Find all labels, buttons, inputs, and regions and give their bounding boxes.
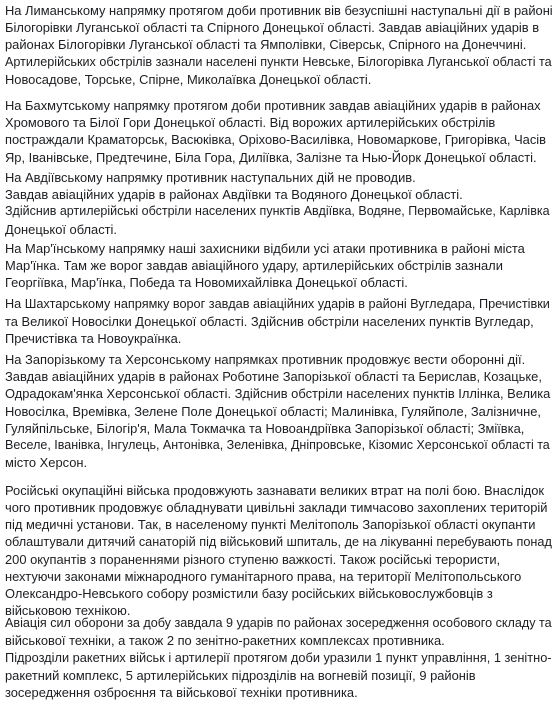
text-line: Російські окупаційні війська продовжують зазнавати великих втрат на полі бою. Внаслідок (5, 483, 545, 498)
text-line: військової техніки, а також 2 по зенітно-ракетних комплексах противника. (5, 633, 445, 649)
text-line: Гуляйпільське, Білогір'я, Мала Токмачка та Новоандріївка Запорізької області; Зміївка, (5, 420, 525, 436)
text-line: Одрадокам'янка Херсонської області. Здійснив обстріли населених пунктів Іллінка, Велика (5, 386, 551, 402)
paragraph-avdiivka (5, 169, 553, 238)
paragraph-aviation-artillery (5, 615, 553, 701)
text-line: облаштували дитячий санаторій під військовий шпиталь, де на лікуванні перебувають понад (5, 534, 552, 549)
text-line: На Запорізькому та Херсонському напрямках противник продовжує вести оборонні дії. (5, 352, 526, 367)
paragraph-marinka (5, 240, 553, 292)
text-line: Новосадове, Торське, Спірне, Миколаївка Донецької області. (5, 71, 372, 87)
text-line: На Лиманському напрямку протягом доби противник вів безуспішні наступальні дії в районі (5, 3, 553, 18)
text-line: На Авдіївському напрямку противник наступальних дій не проводив. (5, 170, 416, 185)
text-line: місто Херсон. (5, 455, 88, 471)
text-line: чого противник продовжує обладнувати цивільні заклади тимчасово захоплених територій (5, 500, 548, 516)
text-line: постраждали Краматорськ, Васюківка, Оріхово-Василівка, Новомаркове, Григорівка, Часів (5, 132, 547, 148)
text-line: На Бахмутському напрямку протягом доби противник завдав авіаційних ударів в районах (5, 98, 541, 113)
text-line: Білогорівки Луганської області та Спірного Донецької області. Завдав авіаційних ударів в (5, 20, 540, 36)
paragraph-lyman (5, 2, 553, 88)
text-line: 200 окупантів з пораненнями різного ступеню важкості. Також російські терористи, (5, 551, 501, 567)
text-line: Олександро-Невського собору розмістили базу російських військовослужбовців з (5, 586, 493, 602)
paragraph-zaporizhzhia-kherson (5, 351, 553, 471)
text-line: Артилерійських обстрілів зазнали населені пункти Невське, Білогорівка Луганської області та (5, 54, 552, 69)
text-line: На Мар'їнському напрямку наші захисники відбили усі атаки противника в районі міста (5, 241, 525, 256)
text-line: Мар'їнка. Там же ворог завдав авіаційного удару, артилерійських обстрілів зазнали (5, 258, 503, 274)
text-line: Підрозділи ракетних військ і артилерії протягом доби уразили 1 пункт управління, 1 зенітно- (5, 650, 552, 666)
text-line: Новосілка, Времівка, Зелене Поле Донецької області; Малинівка, Гуляйполе, Залізничне, (5, 403, 542, 419)
paragraph-losses (5, 482, 553, 620)
text-line: Донецької області. (5, 221, 118, 237)
text-line: нехтуючи законами міжнародного гуманітарного права, на території Мелітопольського (5, 568, 522, 584)
text-line: ракетний комплекс, 5 артилерійських підрозділів на вогневій позиції, 9 районів (5, 667, 476, 683)
text-line: Здійснив артилерійські обстріли населених пунктів Авдіївка, Водяне, Первомайське, Карлівка (5, 204, 550, 219)
text-line: Веселе, Іванівка, Інгулець, Антонівка, Зеленівка, Дніпровське, Кізомис Херсонської області та (5, 437, 550, 452)
paragraph-bakhmut (5, 97, 553, 166)
text-line: Завдав авіаційних ударів в районах Авдіївки та Водяного Донецької області. (5, 187, 463, 203)
text-line: Хромового та Білої Гори Донецької області. Від ворожих артилерійських обстрілів (5, 115, 496, 131)
text-line: під медичні установи. Так, в населеному пункті Мелітополь Запорізької області окупанти (5, 517, 536, 533)
text-line: районах Білогорівки Луганської області та Ямполівки, Сіверськ, Спірного на Донеччині. (5, 37, 527, 53)
text-line: Пречистівка та Новоукраїнка. (5, 331, 182, 347)
text-line: Авіація сил оборони за добу завдала 9 ударів по районах зосередження особового складу та (5, 616, 552, 630)
text-line: військовою технікою. (5, 603, 131, 619)
text-line: На Шахтарському напрямку ворог завдав авіаційних ударів в районі Вугледара, Пречистівки (5, 297, 550, 311)
text-line: Яр, Іванівське, Предтечине, Біла Гора, Диліївка, Залізне та Нью-Йорк Донецької області. (5, 149, 537, 165)
text-line: Георгіївка, Мар'їнка, Победа та Новомихайлівка Донецької області. (5, 275, 408, 291)
paragraph-shakhtarsk (5, 296, 553, 348)
text-line: та Великої Новосілки Донецької області. Здійснив обстріли населених пунктів Вугледар, (5, 314, 534, 330)
text-line: Завдав авіаційних ударів в районах Роботине Запорізької області та Берислав, Козацьке, (5, 369, 542, 385)
text-line: зосередження озброєння та військової техніки противника. (5, 684, 358, 700)
